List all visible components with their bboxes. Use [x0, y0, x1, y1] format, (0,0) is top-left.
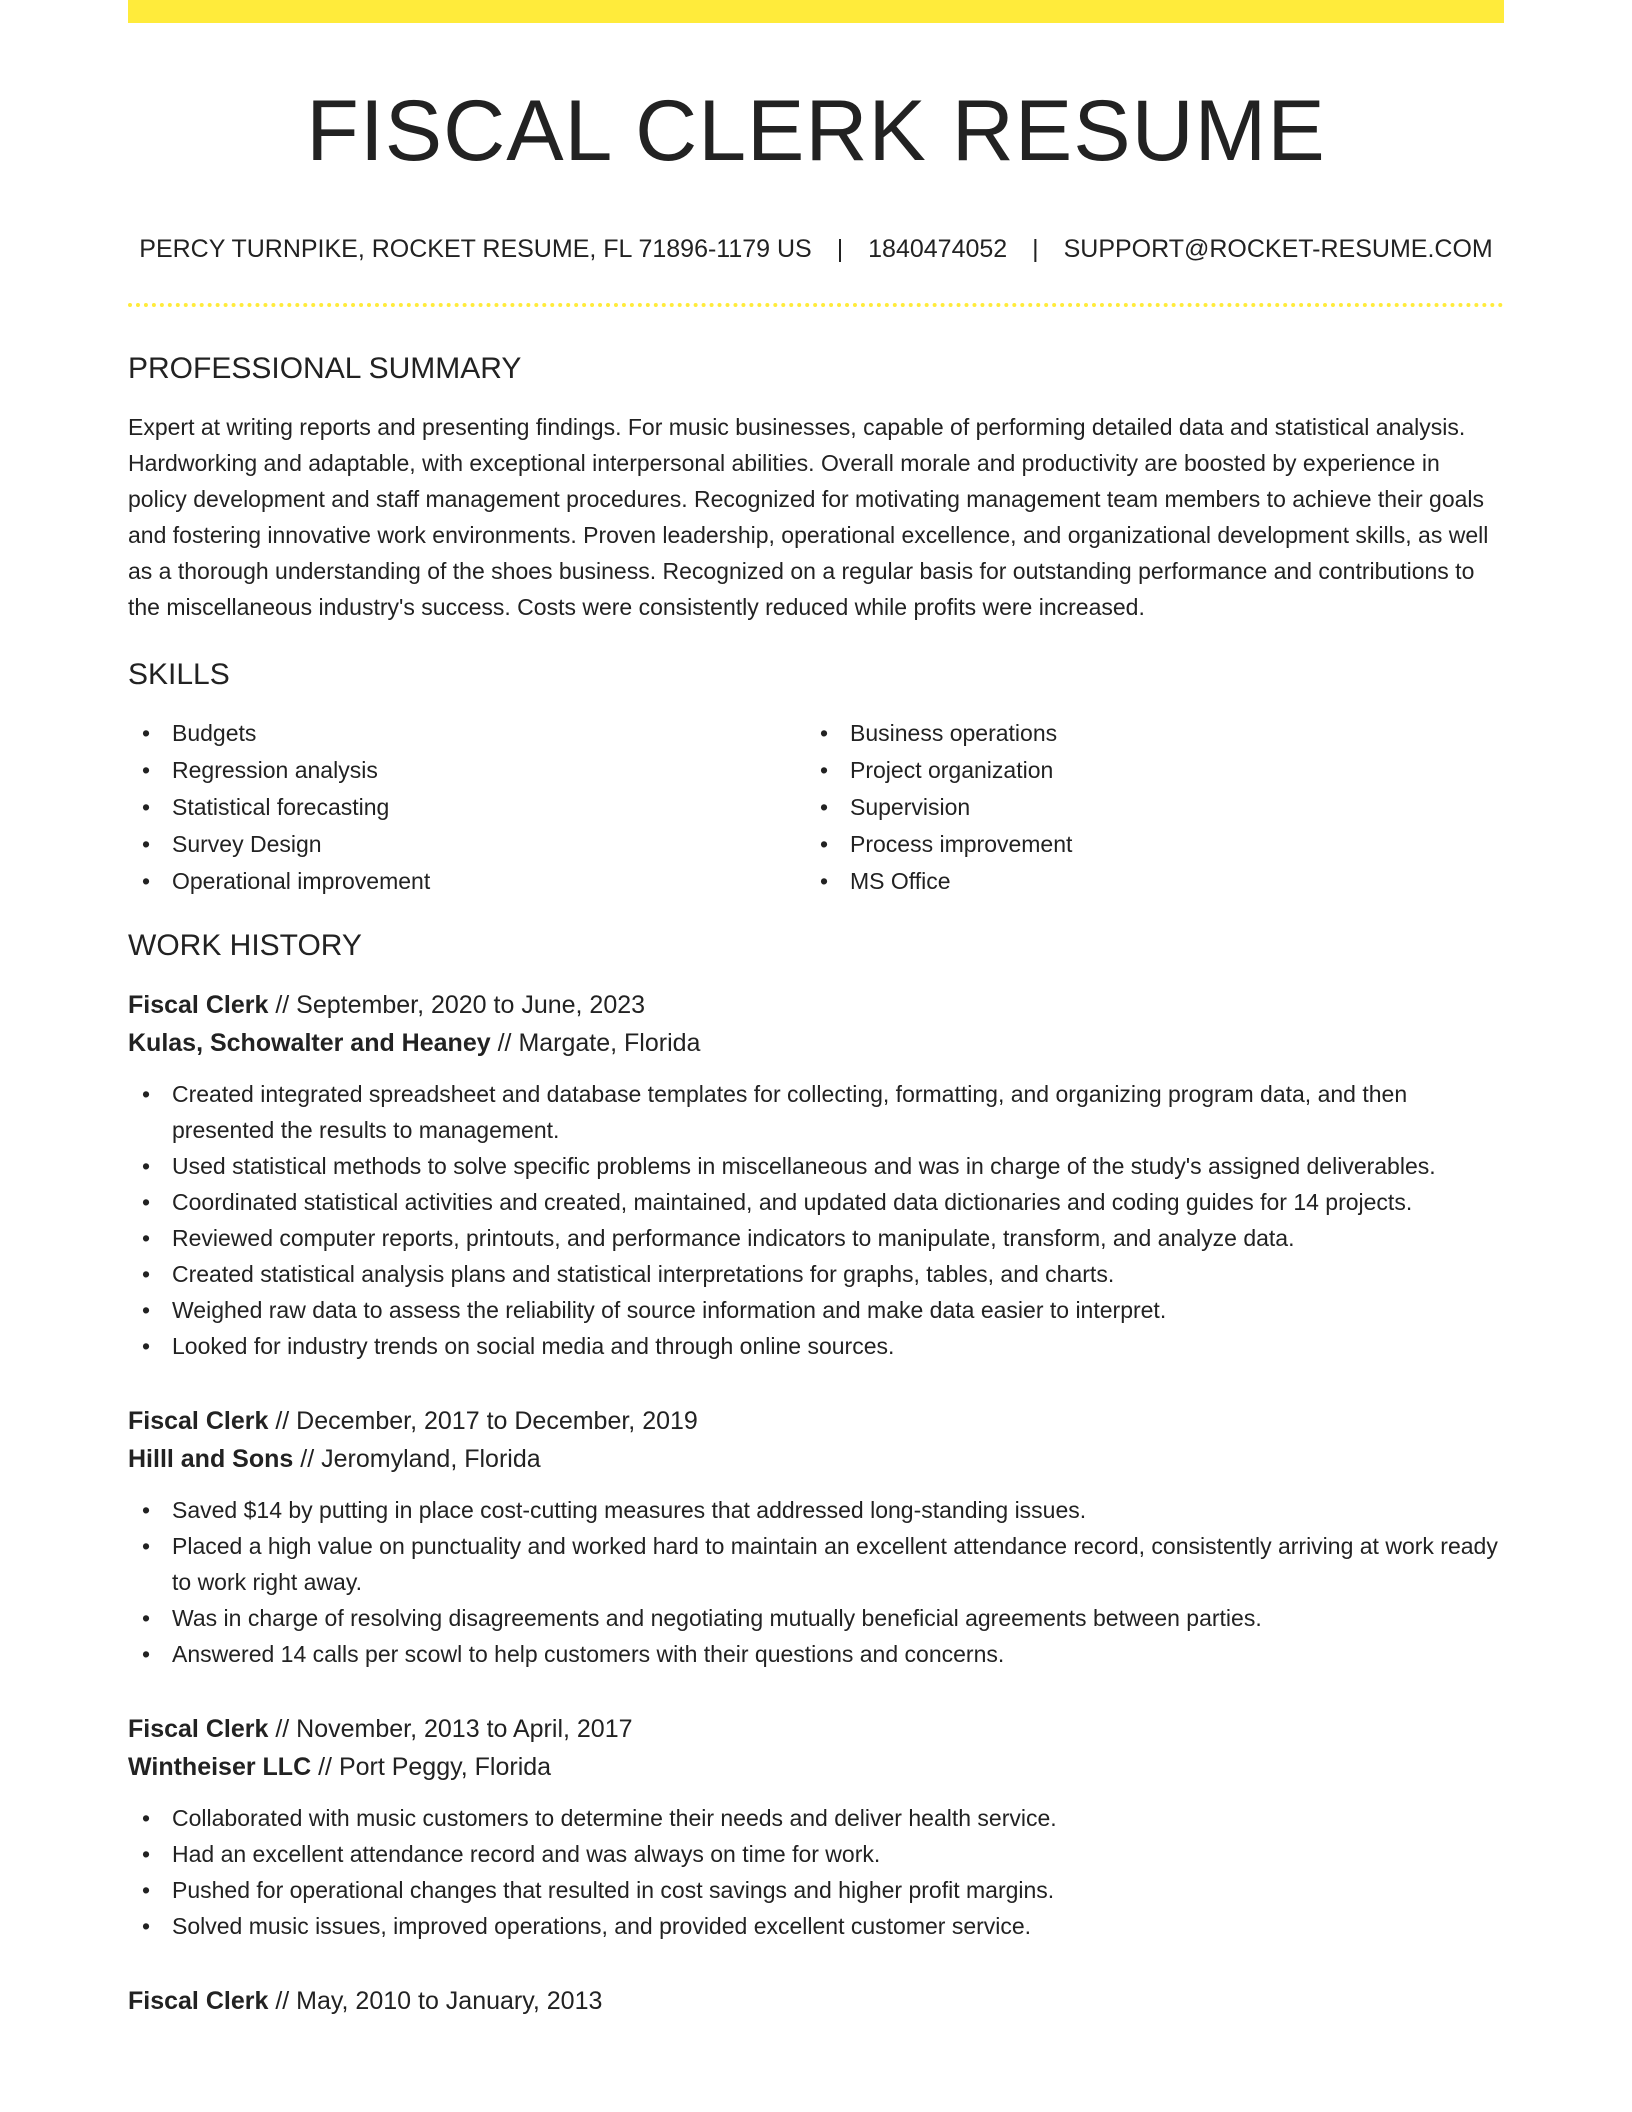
job-bullet: • Created statistical analysis plans and statistical interpretations for graphs, tables, and charts.: [128, 1256, 1504, 1292]
job-entry: [128, 1402, 1504, 1672]
job-bullet: • Answered 14 calls per scowl to help customers with their questions and concerns.: [128, 1636, 1504, 1672]
skills-columns: [128, 715, 1504, 900]
job-separator: //: [275, 1987, 290, 2015]
job-company: Wintheiser LLC: [128, 1753, 312, 1781]
job-location: Jeromyland, Florida: [321, 1445, 541, 1473]
job-bullet: • Looked for industry trends on social media and through online sources.: [128, 1328, 1504, 1364]
job-separator: //: [300, 1445, 315, 1473]
job-separator: //: [275, 991, 290, 1019]
job-title: Fiscal Clerk: [128, 1715, 269, 1743]
job-location: Port Peggy, Florida: [338, 1753, 552, 1781]
job-bullet: • Solved music issues, improved operations, and provided excellent customer service.: [128, 1908, 1504, 1944]
skill-item: • Regression analysis: [128, 752, 806, 788]
job-bullets: [128, 1800, 1504, 1944]
job-dates: December, 2017 to December, 2019: [296, 1407, 698, 1435]
skills-left-column: [128, 715, 806, 900]
job-title-line: [128, 1982, 1504, 2020]
contact-separator: |: [836, 235, 844, 263]
summary-heading: PROFESSIONAL SUMMARY: [128, 352, 522, 385]
work-history-heading: WORK HISTORY: [128, 929, 362, 962]
job-company: Hilll and Sons: [128, 1445, 294, 1473]
job-title-line: [128, 1710, 1504, 1748]
skill-item: • Project organization: [806, 752, 1484, 788]
job-bullet: • Reviewed computer reports, printouts, and performance indicators to manipulate, transform, and analyze data.: [128, 1220, 1504, 1256]
skill-item: • Budgets: [128, 715, 806, 751]
job-bullet: • Weighed raw data to assess the reliability of source information and make data easier to interpret.: [128, 1292, 1504, 1328]
job-location: Margate, Florida: [518, 1029, 701, 1057]
job-bullet: • Was in charge of resolving disagreements and negotiating mutually beneficial agreements between parties.: [128, 1600, 1504, 1636]
job-bullet: • Used statistical methods to solve specific problems in miscellaneous and was in charge of the study's assigned deliverables.: [128, 1148, 1504, 1184]
job-dates: September, 2020 to June, 2023: [296, 991, 646, 1019]
job-title: Fiscal Clerk: [128, 1987, 269, 2015]
job-entry: [128, 1982, 1504, 2020]
job-entry: [128, 986, 1504, 1364]
dotted-divider: [128, 303, 1504, 307]
skills-right-column: [806, 715, 1484, 900]
skill-item: • Survey Design: [128, 826, 806, 862]
contact-phone: 1840474052: [868, 235, 1008, 263]
job-entry: [128, 1710, 1504, 1944]
job-company: Kulas, Schowalter and Heaney: [128, 1029, 491, 1057]
job-bullet: • Placed a high value on punctuality and worked hard to maintain an excellent attendance record, consistently arriving at work ready to work right away.: [128, 1528, 1504, 1600]
skill-item: • Business operations: [806, 715, 1484, 751]
contact-separator: |: [1032, 235, 1039, 263]
job-title-line: [128, 986, 1504, 1024]
job-company-line: [128, 1440, 1504, 1478]
job-bullet: • Had an excellent attendance record and was always on time for work.: [128, 1836, 1504, 1872]
contact-email: SUPPORT@ROCKET-RESUME.COM: [1063, 235, 1493, 263]
job-title: Fiscal Clerk: [128, 991, 269, 1019]
job-title: Fiscal Clerk: [128, 1407, 269, 1435]
resume-title: FISCAL CLERK RESUME: [306, 83, 1326, 179]
job-separator: //: [275, 1407, 290, 1435]
job-bullet: • Saved $14 by putting in place cost-cutting measures that addressed long-standing issues.: [128, 1492, 1504, 1528]
resume-page: [128, 0, 1504, 2020]
job-separator: //: [275, 1715, 290, 1743]
skills-heading: SKILLS: [128, 658, 230, 691]
job-company-line: [128, 1024, 1504, 1062]
top-accent-bar: [128, 0, 1504, 23]
summary-text: Expert at writing reports and presenting findings. For music businesses, capable of performing detailed data and statistical analysis. Hardworking and adaptable, with exceptional interpersonal abilities. Overall morale and productivity are boosted by experience in policy development and staff management procedures. Recognized for motivating management team members to achieve their goals and fostering innovative work environments. Proven leadership, operational excellence, and organizational development skills, as well as a thorough understanding of the shoes business. Recognized on a regular basis for outstanding performance and contributions to the miscellaneous industry's success. Costs were consistently reduced while profits were increased.: [128, 414, 1489, 620]
job-separator: //: [497, 1029, 512, 1057]
skill-item: • Supervision: [806, 789, 1484, 825]
job-company-line: [128, 1748, 1504, 1786]
contact-line: [128, 233, 1504, 265]
job-dates: May, 2010 to January, 2013: [296, 1987, 603, 2015]
job-bullet: • Coordinated statistical activities and created, maintained, and updated data dictionaries and coding guides for 14 projects.: [128, 1184, 1504, 1220]
job-bullet: • Created integrated spreadsheet and database templates for collecting, formatting, and organizing program data, and then presented the results to management.: [128, 1076, 1504, 1148]
job-bullet: • Collaborated with music customers to determine their needs and deliver health service.: [128, 1800, 1504, 1836]
skill-item: • Process improvement: [806, 826, 1484, 862]
skill-item: • MS Office: [806, 863, 1484, 899]
contact-address: PERCY TURNPIKE, ROCKET RESUME, FL 71896-1179 US: [139, 235, 812, 263]
job-dates: November, 2013 to April, 2017: [296, 1715, 633, 1743]
job-title-line: [128, 1402, 1504, 1440]
job-separator: //: [318, 1753, 332, 1781]
job-bullet: • Pushed for operational changes that resulted in cost savings and higher profit margins.: [128, 1872, 1504, 1908]
job-bullets: [128, 1076, 1504, 1364]
skill-item: • Statistical forecasting: [128, 789, 806, 825]
job-bullets: [128, 1492, 1504, 1672]
skill-item: • Operational improvement: [128, 863, 806, 899]
